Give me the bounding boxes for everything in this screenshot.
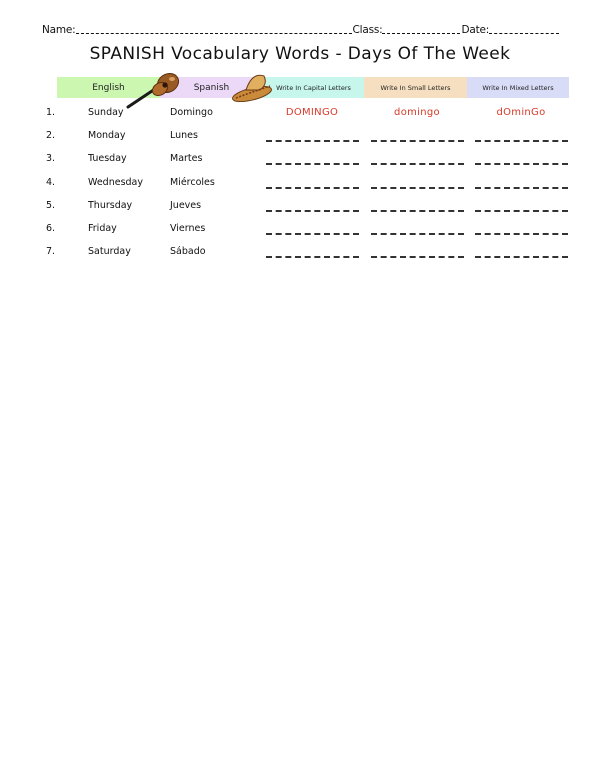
row-number: 1. [46,107,56,118]
capital-answer-blank[interactable] [266,187,359,189]
english-word: Friday [88,222,117,234]
row-number: 2. [46,130,56,142]
spanish-word: Sábado [170,246,206,258]
table-row [0,243,600,266]
header-capital-letters: Write In Capital Letters [263,77,364,98]
row-number: 4. [46,176,56,188]
table-row [0,127,600,150]
header-small-letters: Write In Small Letters [364,77,467,98]
student-info-line [42,24,570,36]
table-row [0,104,600,127]
spanish-word: Domingo [170,107,213,118]
small-answer-blank[interactable] [371,210,464,212]
mixed-answer-blank[interactable] [475,233,568,235]
row-number: 7. [46,246,56,258]
capital-answer-blank[interactable] [266,163,359,165]
table-row [0,174,600,197]
capital-answer-blank[interactable] [266,210,359,212]
english-word: Saturday [88,246,131,258]
mixed-answer-blank[interactable] [475,163,568,165]
english-word: Sunday [88,107,124,118]
example-mixed: dOminGo [496,107,546,118]
spanish-word: Jueves [170,199,202,211]
row-number: 3. [46,153,56,165]
vocabulary-rows [0,104,600,266]
table-row [0,220,600,243]
date-label: Date: [461,24,490,36]
english-word: Tuesday [88,153,127,165]
name-label: Name: [42,24,76,36]
class-blank[interactable] [382,24,460,34]
table-row [0,197,600,220]
capital-answer-blank[interactable] [266,140,359,142]
header-mixed-letters: Write In Mixed Letters [467,77,569,98]
row-number: 6. [46,222,56,234]
mixed-answer-blank[interactable] [475,256,568,258]
mixed-answer-blank[interactable] [475,140,568,142]
small-answer-blank[interactable] [371,140,464,142]
worksheet-title: SPANISH Vocabulary Words - Days Of The Week [89,44,511,64]
name-blank[interactable] [76,24,352,34]
date-blank[interactable] [489,24,559,34]
small-answer-blank[interactable] [371,187,464,189]
example-small: domingo [394,107,440,118]
header-english: English [57,77,160,98]
small-answer-blank[interactable] [371,256,464,258]
english-word: Monday [88,130,126,142]
spanish-word: Miércoles [170,176,215,188]
row-number: 5. [46,199,56,211]
english-word: Wednesday [88,176,144,188]
header-spanish: Spanish [160,77,263,98]
capital-answer-blank[interactable] [266,233,359,235]
mixed-answer-blank[interactable] [475,210,568,212]
spanish-word: Viernes [170,222,206,234]
example-capital: DOMINGO [285,107,339,118]
sombrero-icon [230,70,276,102]
small-answer-blank[interactable] [371,233,464,235]
english-word: Thursday [88,199,133,211]
small-answer-blank[interactable] [371,163,464,165]
spanish-word: Martes [170,153,203,165]
class-label: Class: [352,24,383,36]
table-row [0,150,600,173]
mixed-answer-blank[interactable] [475,187,568,189]
spanish-word: Lunes [170,130,198,142]
capital-answer-blank[interactable] [266,256,359,258]
